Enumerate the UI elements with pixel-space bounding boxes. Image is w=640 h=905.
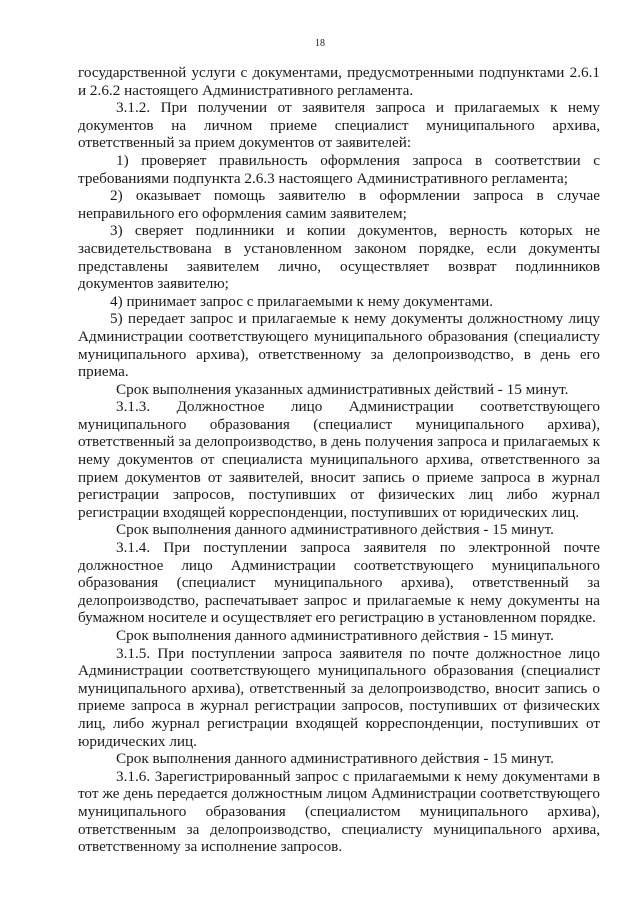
paragraph-3-1-4: 3.1.4. При поступлении запроса заявителя по электронной почте должностное лицо Администрации соответствующего муниципального образования (специалист муниципального архива), ответственный за делопроизводство, распечатывает запрос и прилагаемые к нему документы на бумажном носителе и осуществляет его регистрацию в установленном порядке. [78, 539, 600, 627]
deadline-note-3: Срок выполнения данного административного действия - 15 минут. [116, 627, 554, 644]
document-body [78, 64, 600, 856]
deadline-note-4: Срок выполнения данного административного действия - 15 минут. [116, 750, 554, 768]
paragraph-3-1-6: 3.1.6. Зарегистрированный запрос с прилагаемыми к нему документами в тот же день передается должностным лицом Администрации соответствующего муниципального образования (специалистом муниципального архива), ответственным за делопроизводство, специалисту муниципального архива, ответственному за исполнение запросов. [78, 767, 600, 856]
deadline-note-2: Срок выполнения данного административного действия - 15 минут. [116, 521, 554, 539]
paragraph-continuation: государственной услуги с документами, предусмотренными подпунктами 2.6.1 и 2.6.2 настоящего Административного регламента. [78, 64, 600, 99]
deadline-note-1: Срок выполнения указанных административных действий - 15 минут. [116, 380, 569, 398]
list-item-4: 4) принимает запрос с прилагаемыми к нему документами. [110, 292, 494, 310]
paragraph-3-1-3: 3.1.3. Должностное лицо Администрации соответствующего муниципального образования (специалист муниципального архива), ответственный за делопроизводство, в день получения запроса и прилагаемых к нему документов от специалиста муниципального архива, ответственного за прием документов от заявителей, вносит запись о приеме запроса в журнал регистрации запросов, поступивших от физических лиц либо журнал регистрации входящей корреспонденции, поступивших от юридических лиц. [78, 398, 600, 521]
list-item-3: 3) сверяет подлинники и копии документов, верность которых не засвидетельствована в установленном законом порядке, если документы представлены заявителем лично, осуществляет возврат подлинников документов заявителю; [78, 222, 600, 293]
list-item-2: 2) оказывает помощь заявителю в оформлении запроса в случае неправильного его оформления самим заявителем; [78, 187, 600, 222]
list-item-1: 1) проверяет правильность оформления запроса в соответствии с требованиями подпункта 2.6.3 настоящего Административного регламента; [78, 151, 600, 187]
paragraph-3-1-2: 3.1.2. При получении от заявителя запроса и прилагаемых к нему документов на личном приеме специалист муниципального архива, ответственный за прием документов от заявителей: [78, 99, 600, 152]
page-number: 18 [315, 38, 325, 49]
paragraph-3-1-5: 3.1.5. При поступлении запроса заявителя по почте должностное лицо Администрации соответствующего муниципального образования (специалист муниципального архива), ответственный за делопроизводство, вносит запись о приеме запроса в журнал регистрации запросов, поступивших от физических лиц, либо журнал регистрации входящей корреспонденции, поступивших от юридических лиц. [78, 644, 600, 750]
list-item-5: 5) передает запрос и прилагаемые к нему документы должностному лицу Администрации соответствующего муниципального образования (специалисту муниципального архива), ответственному за делопроизводство, в день его приема. [78, 310, 600, 381]
